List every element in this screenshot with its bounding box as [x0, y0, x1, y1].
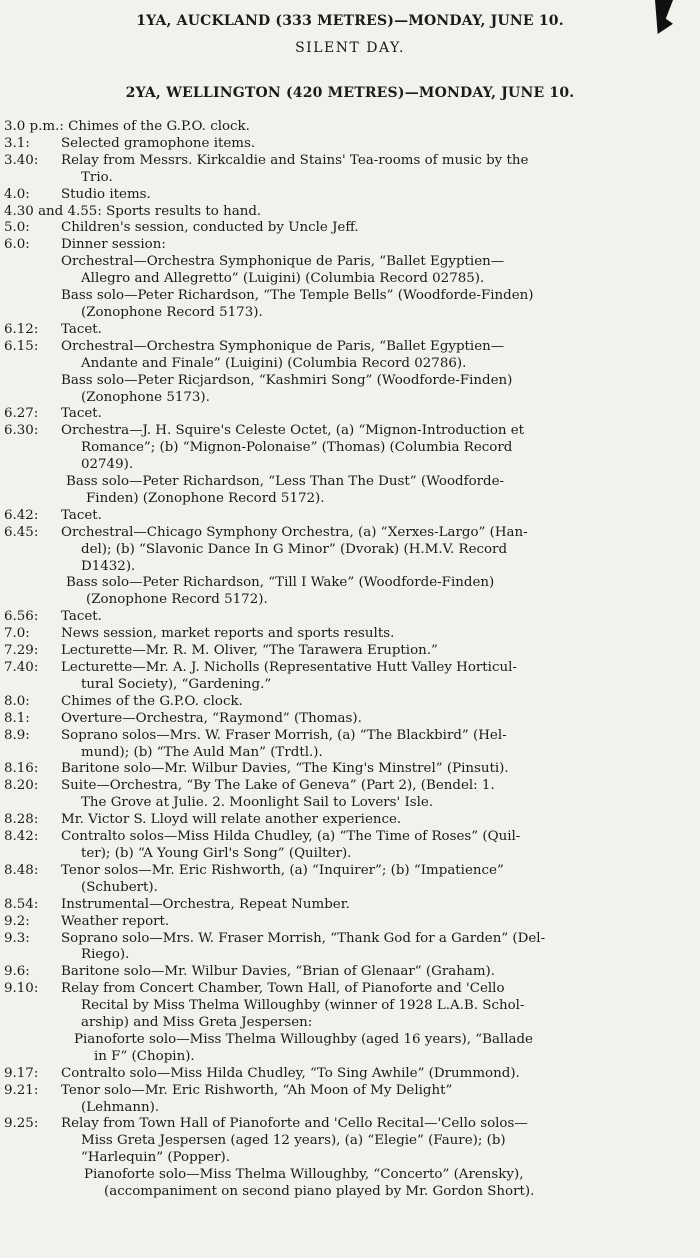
- entry-text-line: Bass solo—Peter Ricjardson, “Kashmiri Song” (Woodforde-Finden): [61, 372, 513, 388]
- entry-text-line: Tacet.: [61, 406, 102, 422]
- entry-text-line: Soprano solo—Mrs. W. Fraser Morrish, “Thank God for a Garden” (Del-: [61, 930, 546, 946]
- entry-time: 9.21:: [4, 1082, 39, 1098]
- entry-text-line: tural Society), “Gardening.”: [81, 676, 272, 692]
- entry-text-line: Bass solo—Peter Richardson, “Less Than The Dust” (Woodforde-: [66, 474, 505, 490]
- entry-time: 9.6:: [4, 964, 30, 980]
- programme-entry: [4, 288, 694, 322]
- entry-text-line: 02749).: [81, 457, 134, 473]
- entry-text-line: Chimes of the G.P.O. clock.: [61, 693, 243, 709]
- entry-text-line: (Zonophone Record 5172).: [86, 592, 268, 608]
- programme-entry: [4, 931, 694, 965]
- entry-text-line: Tenor solos—Mr. Eric Rishworth, (a) “Inquirer”; (b) “Impatience”: [61, 862, 504, 878]
- entry-text-line: Mr. Victor S. Lloyd will relate another experience.: [61, 812, 402, 828]
- programme-entry: [4, 863, 694, 897]
- entry-text-line: Tenor solo—Mr. Eric Rishworth, “Ah Moon of My Delight”: [61, 1082, 453, 1098]
- entry-text-line: Riego).: [81, 947, 130, 963]
- entry-time: 9.3:: [4, 930, 30, 946]
- entry-text-line: Weather report.: [61, 913, 170, 929]
- entry-text-line: Baritone solo—Mr. Wilbur Davies, “The King's Minstrel” (Pinsuti).: [61, 761, 509, 777]
- entry-text-line: Bass solo—Peter Richardson, “The Temple Bells” (Woodforde-Finden): [61, 288, 534, 304]
- programme-entry: [4, 914, 694, 931]
- entry-text-line: Selected gramophone items.: [61, 135, 256, 151]
- entry-time: 3.40:: [4, 152, 39, 168]
- station1-title: 1YA, AUCKLAND (333 METRES)—MONDAY, JUNE 10.: [136, 13, 564, 29]
- programme-entry: [4, 694, 694, 711]
- entry-time: 8.42:: [4, 829, 39, 845]
- entry-time: 6.12:: [4, 321, 39, 337]
- entry-time: 6.27:: [4, 406, 39, 422]
- programme-entry: [4, 204, 694, 221]
- programme-entry: [4, 812, 694, 829]
- programme-entry: [4, 220, 694, 237]
- entry-text-line: Andante and Finale” (Luigini) (Columbia Record 02786).: [81, 355, 467, 371]
- entry-text-line: mund); (b) “The Auld Man” (Trdtl.).: [81, 744, 323, 760]
- entry-text-line: Studio items.: [61, 186, 151, 202]
- entry-text-line: ter); (b) “A Young Girl's Song” (Quilter).: [81, 845, 352, 861]
- entry-text-line: Pianoforte solo—Miss Thelma Willoughby, “Concerto” (Arensky),: [84, 1167, 524, 1183]
- entry-text-line: Miss Greta Jespersen (aged 12 years), (a) “Elegie” (Faure); (b): [81, 1133, 506, 1149]
- programme-entry: [4, 575, 694, 609]
- entry-text-line: Orchestra—J. H. Squire's Celeste Octet, (a) “Mignon-Introduction et: [61, 423, 525, 439]
- entry-time: 6.45:: [4, 524, 39, 540]
- programme-entry: [4, 829, 694, 863]
- entry-text-line: Recital by Miss Thelma Willoughby (winner of 1928 L.A.B. Schol-: [81, 998, 525, 1014]
- entry-time: 4.0:: [4, 186, 30, 202]
- programme-entry: [4, 508, 694, 525]
- entry-text-line: Tacet.: [61, 321, 102, 337]
- entry-time: 8.20:: [4, 778, 39, 794]
- programme-entry: [4, 728, 694, 762]
- entry-time: 9.2:: [4, 913, 30, 929]
- programme-entry: [4, 119, 694, 136]
- entry-text-line: arship) and Miss Greta Jespersen:: [81, 1015, 313, 1031]
- entry-time: 8.0:: [4, 693, 30, 709]
- programme-entry: [4, 525, 694, 576]
- programme-entry: [4, 964, 694, 981]
- entry-text-line: Pianoforte solo—Miss Thelma Willoughby (aged 16 years), “Ballade: [74, 1031, 533, 1047]
- programme-entry: [4, 778, 694, 812]
- entry-text-line: Allegro and Allegretto” (Luigini) (Columbia Record 02785).: [81, 271, 485, 287]
- entry-text-line: “Harlequin” (Popper).: [81, 1150, 231, 1166]
- programme-entry: [4, 1032, 694, 1066]
- entry-text-line: Orchestral—Orchestra Symphonique de Paris, “Ballet Egyptien—: [61, 338, 505, 354]
- programme-entry: [4, 373, 694, 407]
- programme-entry: [4, 1066, 694, 1083]
- entry-text-line: Tacet.: [61, 609, 102, 625]
- entry-text-line: Soprano solos—Mrs. W. Fraser Morrish, (a) “The Blackbird” (Hel-: [61, 727, 507, 743]
- entry-text-line: Contralto solos—Miss Hilda Chudley, (a) “The Time of Roses” (Quil-: [61, 829, 521, 845]
- programme-entry: [4, 423, 694, 474]
- entry-text-line: Trio.: [81, 169, 113, 185]
- entry-time: 7.29:: [4, 643, 39, 659]
- programme-entry: [4, 711, 694, 728]
- programme-entry: [4, 1116, 694, 1167]
- programme-entry: [4, 474, 694, 508]
- programme-entry: [4, 897, 694, 914]
- entry-time: 6.15:: [4, 338, 39, 354]
- entry-text-line: (Zonophone Record 5173).: [81, 304, 263, 320]
- entry-time: 8.1:: [4, 710, 30, 726]
- programme-entry: [4, 136, 694, 153]
- entry-text-line: (Lehmann).: [81, 1099, 160, 1115]
- entry-text-line: Relay from Town Hall of Pianoforte and 'Cello Recital—'Cello solos—: [61, 1116, 528, 1132]
- entry-text-line: Romance”; (b) “Mignon-Polonaise” (Thomas) (Columbia Record: [81, 440, 513, 456]
- programme-list: [4, 119, 694, 1201]
- entry-text-line: Orchestral—Chicago Symphony Orchestra, (a) “Xerxes-Largo” (Han-: [61, 524, 528, 540]
- entry-text-line: 4.30 and 4.55: Sports results to hand.: [4, 203, 262, 219]
- entry-time: 7.40:: [4, 660, 39, 675]
- entry-text-line: The Grove at Julie. 2. Moonlight Sail to Lovers' Isle.: [81, 795, 434, 811]
- entry-time: 6.0:: [4, 237, 30, 253]
- entry-text-line: (Schubert).: [81, 879, 158, 895]
- entry-time: 9.17:: [4, 1065, 39, 1081]
- entry-time: 8.54:: [4, 896, 39, 912]
- entry-text-line: Baritone solo—Mr. Wilbur Davies, “Brian of Glenaar” (Graham).: [61, 964, 495, 980]
- entry-text-line: Dinner session:: [61, 237, 166, 253]
- programme-entry: [4, 626, 694, 643]
- station2-title: 2YA, WELLINGTON (420 METRES)—MONDAY, JUNE 10.: [125, 85, 575, 101]
- entry-time: 5.0:: [4, 220, 30, 236]
- programme-entry: [4, 761, 694, 778]
- station1-note: SILENT DAY.: [295, 40, 405, 56]
- programme-entry: [4, 339, 694, 373]
- entry-text-line: News session, market reports and sports results.: [61, 626, 395, 642]
- entry-time: 6.30:: [4, 423, 39, 439]
- entry-text-line: (accompaniment on second piano played by Mr. Gordon Short).: [104, 1184, 535, 1200]
- programme-entry: [4, 406, 694, 423]
- programme-entry: [4, 153, 694, 187]
- programme-entry: [4, 981, 694, 1032]
- entry-text-line: Overture—Orchestra, “Raymond” (Thomas).: [61, 710, 362, 726]
- programme-entry: [4, 609, 694, 626]
- entry-time: 8.9:: [4, 727, 30, 743]
- entry-time: 9.25:: [4, 1116, 39, 1132]
- entry-text-line: Tacet.: [61, 507, 102, 523]
- entry-text-line: (Zonophone 5173).: [81, 389, 210, 405]
- entry-time: 7.0:: [4, 626, 30, 642]
- entry-text-line: Finden) (Zonophone Record 5172).: [86, 490, 325, 506]
- entry-time: 8.28:: [4, 812, 39, 828]
- programme-entry: [4, 187, 694, 204]
- entry-text-line: Suite—Orchestra, “By The Lake of Geneva” (Part 2), (Bendel: 1.: [61, 778, 495, 794]
- entry-text-line: Children's session, conducted by Uncle Jeff.: [61, 220, 359, 236]
- programme-entry: [4, 237, 694, 254]
- programme-entry: [4, 322, 694, 339]
- entry-text-line: del); (b) “Slavonic Dance In G Minor” (Dvorak) (H.M.V. Record: [81, 541, 508, 557]
- entry-time: 8.16:: [4, 761, 39, 777]
- entry-time: 8.48:: [4, 862, 39, 878]
- programme-entry: [4, 660, 694, 694]
- entry-time: 3.1:: [4, 135, 30, 151]
- entry-text-line: D1432).: [81, 558, 136, 574]
- entry-text-line: Relay from Messrs. Kirkcaldie and Stains' Tea-rooms of music by the: [61, 152, 529, 168]
- entry-text-line: Lecturette—Mr. A. J. Nicholls (Representative Hutt Valley Horticul-: [61, 660, 517, 675]
- entry-time: 6.56:: [4, 609, 39, 625]
- entry-text-line: Lecturette—Mr. R. M. Oliver, “The Tarawera Eruption.”: [61, 643, 438, 659]
- entry-text-line: Orchestral—Orchestra Symphonique de Paris, “Ballet Egyptien—: [61, 254, 505, 270]
- entry-text-line: in F” (Chopin).: [94, 1048, 195, 1064]
- programme-entry: [4, 643, 694, 660]
- entry-text-line: Contralto solo—Miss Hilda Chudley, “To Sing Awhile” (Drummond).: [61, 1065, 520, 1081]
- entry-text-line: 3.0 p.m.: Chimes of the G.P.O. clock.: [4, 119, 250, 134]
- programme-entry: [4, 254, 694, 288]
- entry-text-line: Instrumental—Orchestra, Repeat Number.: [61, 896, 350, 912]
- programme-entry: [4, 1167, 694, 1201]
- entry-time: 6.42:: [4, 507, 39, 523]
- programme-entry: [4, 1083, 694, 1117]
- entry-text-line: Relay from Concert Chamber, Town Hall, of Pianoforte and 'Cello: [61, 981, 505, 997]
- entry-time: 9.10:: [4, 981, 39, 997]
- entry-text-line: Bass solo—Peter Richardson, “Till I Wake” (Woodforde-Finden): [66, 575, 495, 591]
